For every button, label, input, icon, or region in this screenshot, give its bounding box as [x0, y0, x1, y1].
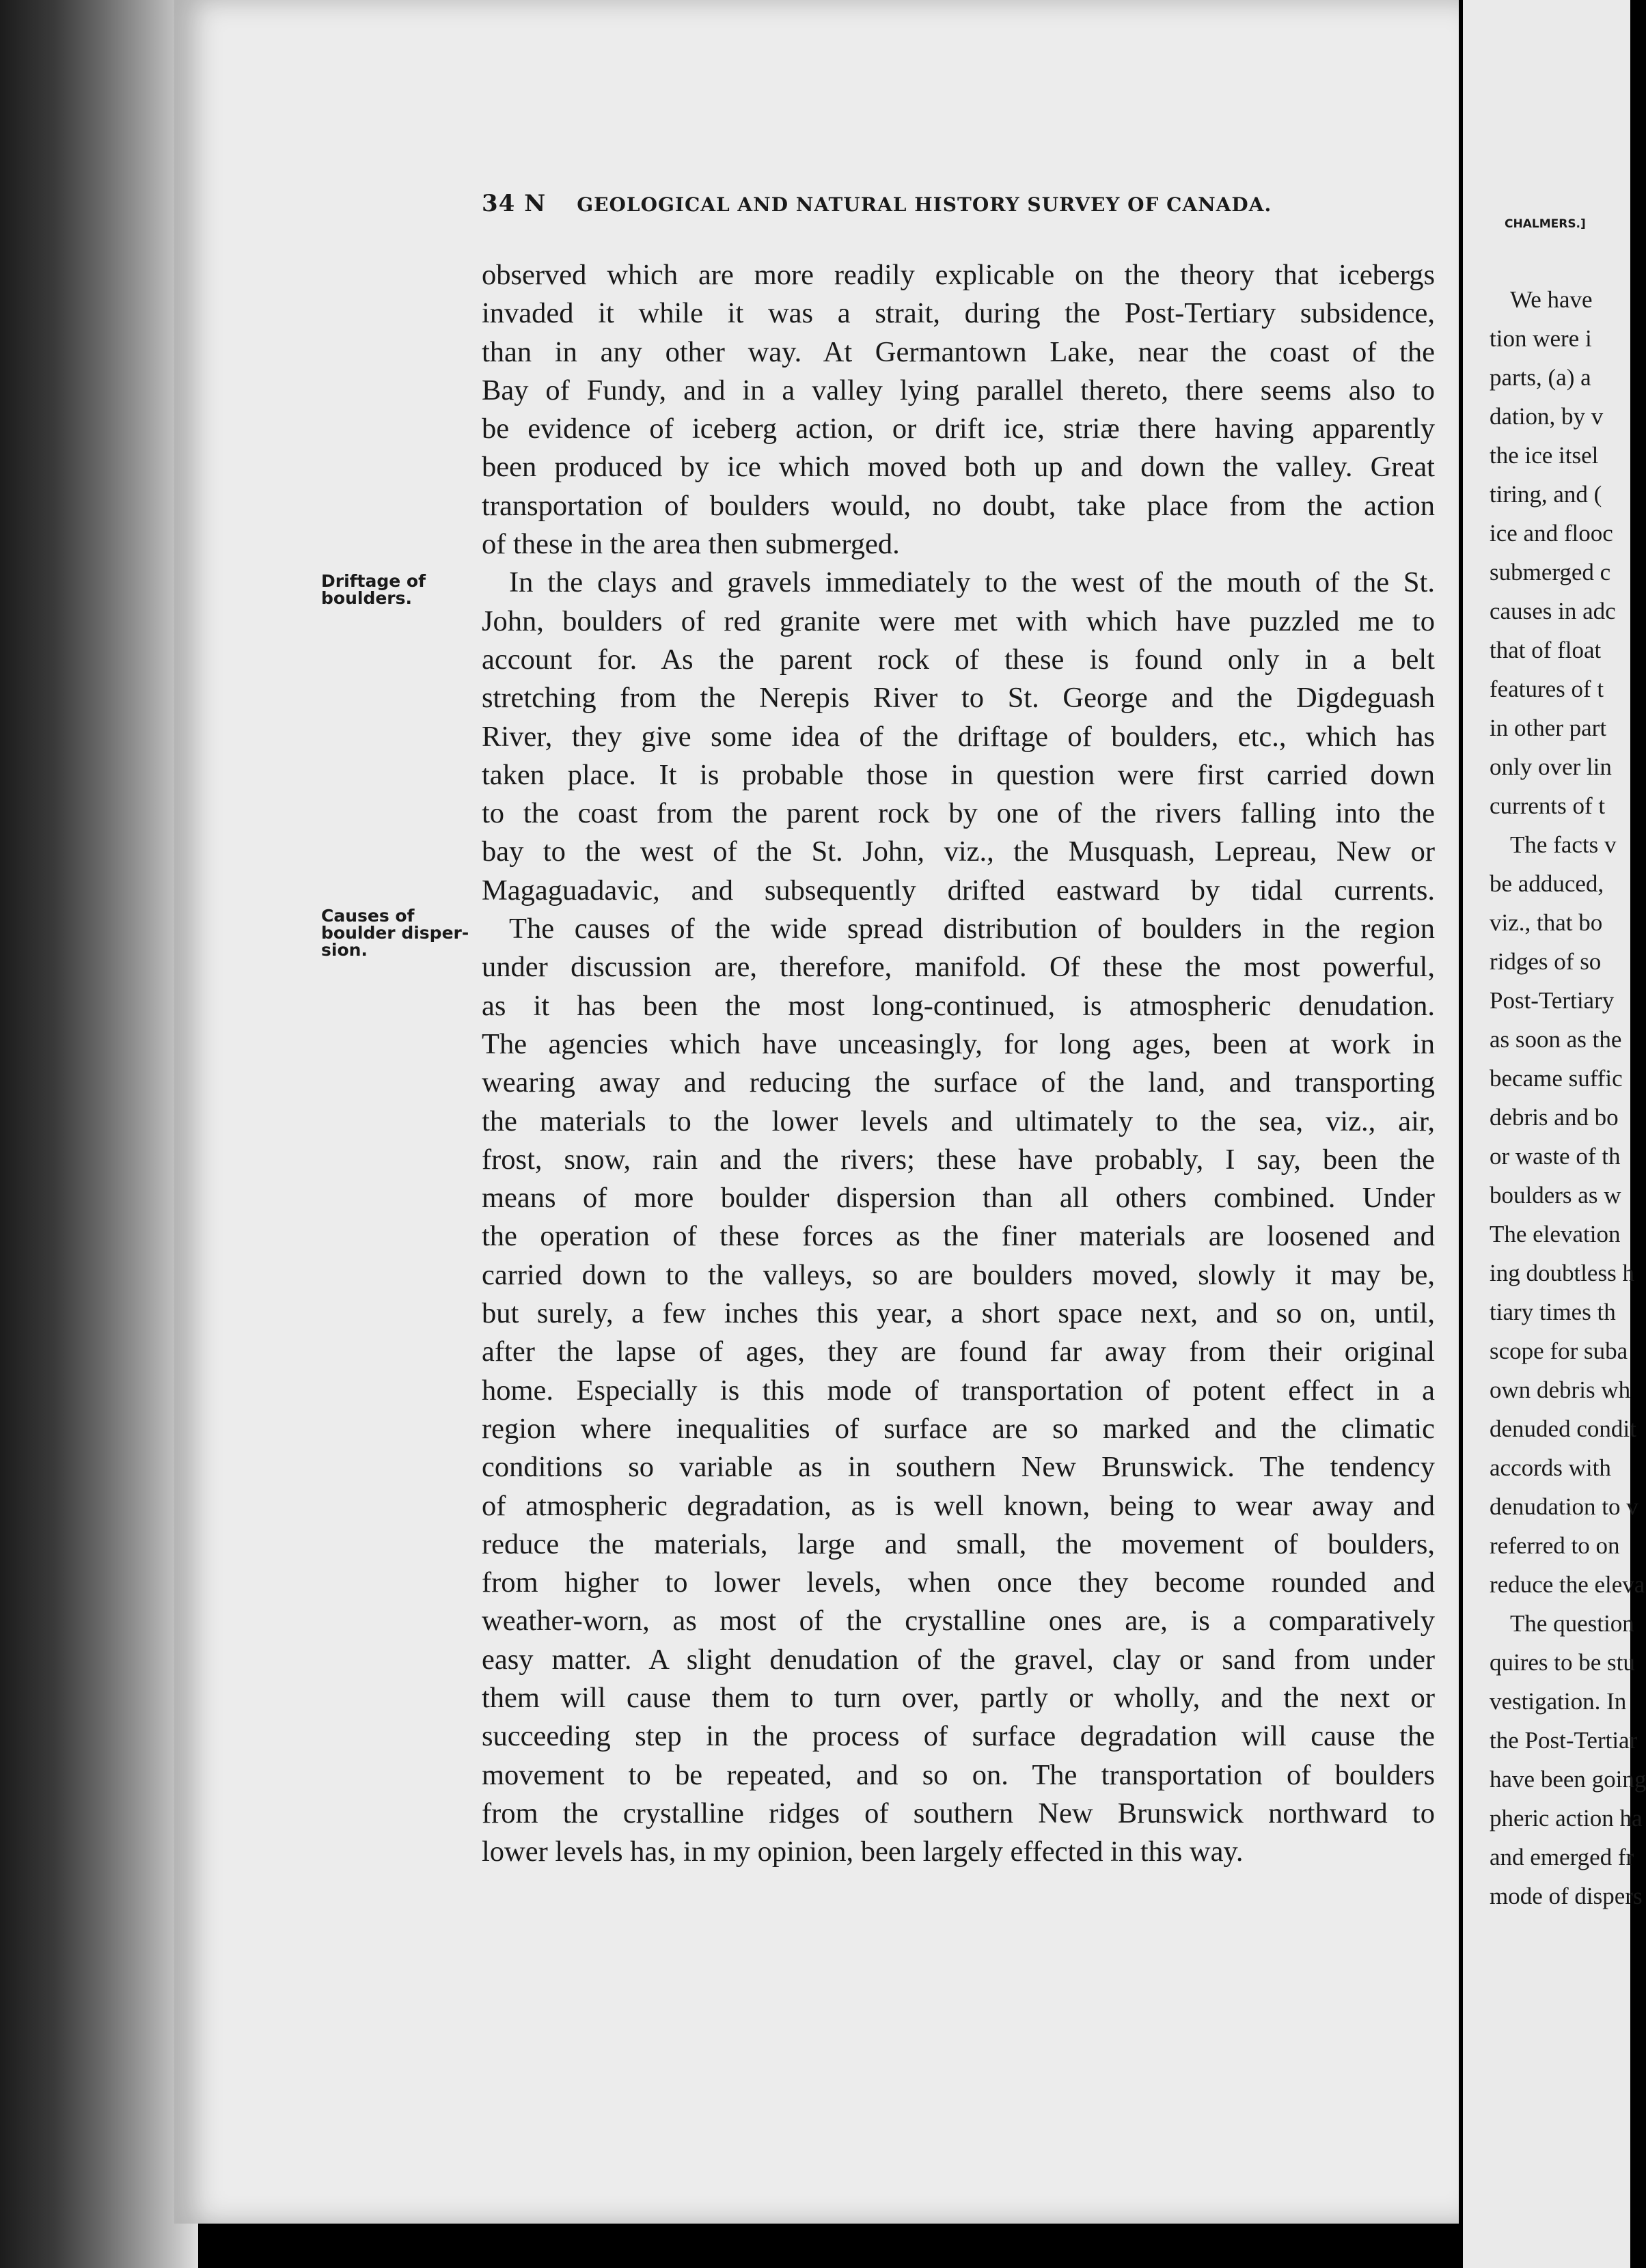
text-line: be evidence of iceberg action, or drift ice, striæ there having apparently — [482, 413, 1435, 445]
text-line: after the lapse of ages, they are found far away from their original — [482, 1336, 1435, 1368]
text-line: and emerged fr — [1490, 1844, 1634, 1870]
text-line: easy matter. A slight denudation of the gravel, clay or sand from under — [482, 1643, 1435, 1676]
text-line: in other part — [1490, 715, 1607, 741]
body-text — [482, 256, 1435, 1871]
text-line: denudation to v — [1490, 1493, 1638, 1520]
text-line: causes in adc — [1490, 598, 1616, 624]
text-line: the materials to the lower levels and ultimately to the sea, viz., air, — [482, 1105, 1435, 1137]
text-line: the operation of these forces as the finer materials are loosened and — [482, 1220, 1435, 1253]
running-head — [482, 190, 1438, 217]
text-line: or waste of th — [1490, 1143, 1621, 1170]
text-line: denuded condit — [1490, 1415, 1636, 1442]
text-line: to the coast from the parent rock by one of the rivers falling into the — [482, 797, 1435, 830]
text-line: submerged c — [1490, 559, 1611, 585]
text-line: from higher to lower levels, when once they become rounded and — [482, 1566, 1435, 1599]
text-line: features of t — [1490, 676, 1604, 702]
text-line: reduce the materials, large and small, the movement of boulders, — [482, 1527, 1435, 1560]
text-line: Bay of Fundy, and in a valley lying parallel thereto, there seems also to — [482, 374, 1435, 406]
margin-note-driftage — [321, 572, 485, 607]
text-line: carried down to the valleys, so are boulders moved, slowly it may be, — [482, 1258, 1435, 1291]
text-line: conditions so variable as in southern New Brunswick. The tendency — [482, 1451, 1435, 1484]
text-line: viz., that bo — [1490, 909, 1603, 936]
text-line: under discussion are, therefore, manifold. Of these the most powerful, — [482, 951, 1435, 984]
text-line: John, boulders of red granite were met with which have puzzled me to — [482, 605, 1435, 637]
text-line: as it has been the most long-continued, is atmospheric denudation. — [482, 989, 1435, 1022]
text-line: home. Especially is this mode of transportation of potent effect in a — [482, 1374, 1435, 1407]
text-line: reduce the eleva — [1490, 1571, 1645, 1598]
text-line: ridges of so — [1490, 948, 1602, 975]
text-line: observed which are more readily explicable on the theory that icebergs — [482, 259, 1435, 291]
running-title: GEOLOGICAL AND NATURAL HISTORY SURVEY OF CANADA. — [577, 193, 1272, 216]
text-line: accords with — [1490, 1454, 1611, 1481]
text-line: debris and bo — [1490, 1104, 1619, 1131]
margin-note-line: Driftage of — [321, 571, 426, 591]
text-line: We have — [1510, 286, 1593, 313]
margin-note-line: Causes of — [321, 906, 415, 926]
text-line: from the crystalline ridges of southern New Brunswick northward to — [482, 1797, 1435, 1829]
text-line: scope for suba — [1490, 1338, 1628, 1364]
text-line: In the clays and gravels immediately to the west of the mouth of the St. — [509, 566, 1435, 599]
text-line: referred to on — [1490, 1532, 1620, 1559]
text-line: taken place. It is probable those in question were first carried down — [482, 758, 1435, 791]
text-line: been produced by ice which moved both up and down the valley. Great — [482, 451, 1435, 484]
text-line: only over lin — [1490, 753, 1612, 780]
text-line: parts, (a) a — [1490, 364, 1591, 391]
text-line: ice and flooc — [1490, 520, 1613, 547]
text-line: vestigation. In — [1490, 1688, 1627, 1715]
text-line: the Post-Tertiar — [1490, 1727, 1638, 1754]
right-running-head: CHALMERS.] — [1505, 217, 1586, 231]
text-line: lower levels has, in my opinion, been largely effected in this way. — [482, 1836, 1244, 1868]
margin-note-line: boulder disper- — [321, 923, 469, 943]
text-line: but surely, a few inches this year, a short space next, and so on, until, — [482, 1297, 1435, 1330]
text-line: the ice itsel — [1490, 442, 1599, 469]
text-line: region where inequalities of surface are so marked and the climatic — [482, 1412, 1435, 1445]
text-line: The elevation — [1490, 1221, 1621, 1247]
text-line: of these in the area then submerged. — [482, 528, 900, 561]
text-line: movement to be repeated, and so on. The transportation of boulders — [482, 1758, 1435, 1791]
text-line: invaded it while it was a strait, during the Post-Tertiary subsidence, — [482, 297, 1435, 330]
text-line: own debris wh — [1490, 1377, 1631, 1403]
text-line: The question — [1510, 1610, 1634, 1637]
text-line: than in any other way. At Germantown Lake, near the coast of the — [482, 335, 1435, 368]
text-line: pheric action ha — [1490, 1805, 1643, 1831]
margin-note-line: sion. — [321, 940, 368, 960]
text-line: succeeding step in the process of surface degradation will cause the — [482, 1720, 1435, 1753]
text-line: frost, snow, rain and the rivers; these have probably, I say, been the — [482, 1143, 1435, 1176]
book-gutter — [0, 0, 198, 2268]
text-line: became suffic — [1490, 1065, 1623, 1092]
text-line: bay to the west of the St. John, viz., the Musquash, Lepreau, New or — [482, 835, 1435, 868]
page-number: 34 N — [482, 190, 547, 217]
text-line: have been going — [1490, 1766, 1646, 1793]
text-line: tion were i — [1490, 325, 1592, 352]
text-line: The causes of the wide spread distribution of boulders in the region — [509, 913, 1435, 945]
text-line: them will cause them to turn over, partly or wholly, and the next or — [482, 1681, 1435, 1714]
text-line: boulders as w — [1490, 1182, 1621, 1208]
text-line: as soon as the — [1490, 1026, 1622, 1053]
text-line: transportation of boulders would, no doubt, take place from the action — [482, 489, 1435, 522]
text-line: Magaguadavic, and subsequently drifted eastward by tidal currents. — [482, 874, 1435, 907]
text-line: dation, by v — [1490, 403, 1604, 430]
text-line: tiring, and ( — [1490, 481, 1602, 508]
text-line: mode of dispers — [1490, 1883, 1643, 1909]
text-line: tiary times th — [1490, 1299, 1616, 1325]
text-line: account for. As the parent rock of these is found only in a belt — [482, 643, 1435, 676]
text-line: that of float — [1490, 637, 1602, 663]
text-line: currents of t — [1490, 792, 1606, 819]
text-line: of atmospheric degradation, as is well known, being to wear away and — [482, 1489, 1435, 1522]
text-line: ing doubtless h — [1490, 1260, 1634, 1286]
text-line: The agencies which have unceasingly, for long ages, been at work in — [482, 1027, 1435, 1060]
text-line: quires to be stu — [1490, 1649, 1635, 1676]
text-line: Post-Tertiary — [1490, 987, 1615, 1014]
text-line: be adduced, — [1490, 870, 1604, 897]
text-line: wearing away and reducing the surface of the land, and transporting — [482, 1066, 1435, 1099]
margin-note-causes — [321, 907, 485, 958]
margin-note-line: boulders. — [321, 588, 412, 608]
text-line: weather-worn, as most of the crystalline ones are, is a comparatively — [482, 1605, 1435, 1637]
right-page-text — [1490, 280, 1646, 1916]
text-line: stretching from the Nerepis River to St. George and the Digdeguash — [482, 682, 1435, 715]
text-line: River, they give some idea of the driftage of boulders, etc., which has — [482, 720, 1435, 753]
text-line: means of more boulder dispersion than all others combined. Under — [482, 1182, 1435, 1215]
text-line: The facts v — [1510, 831, 1617, 858]
